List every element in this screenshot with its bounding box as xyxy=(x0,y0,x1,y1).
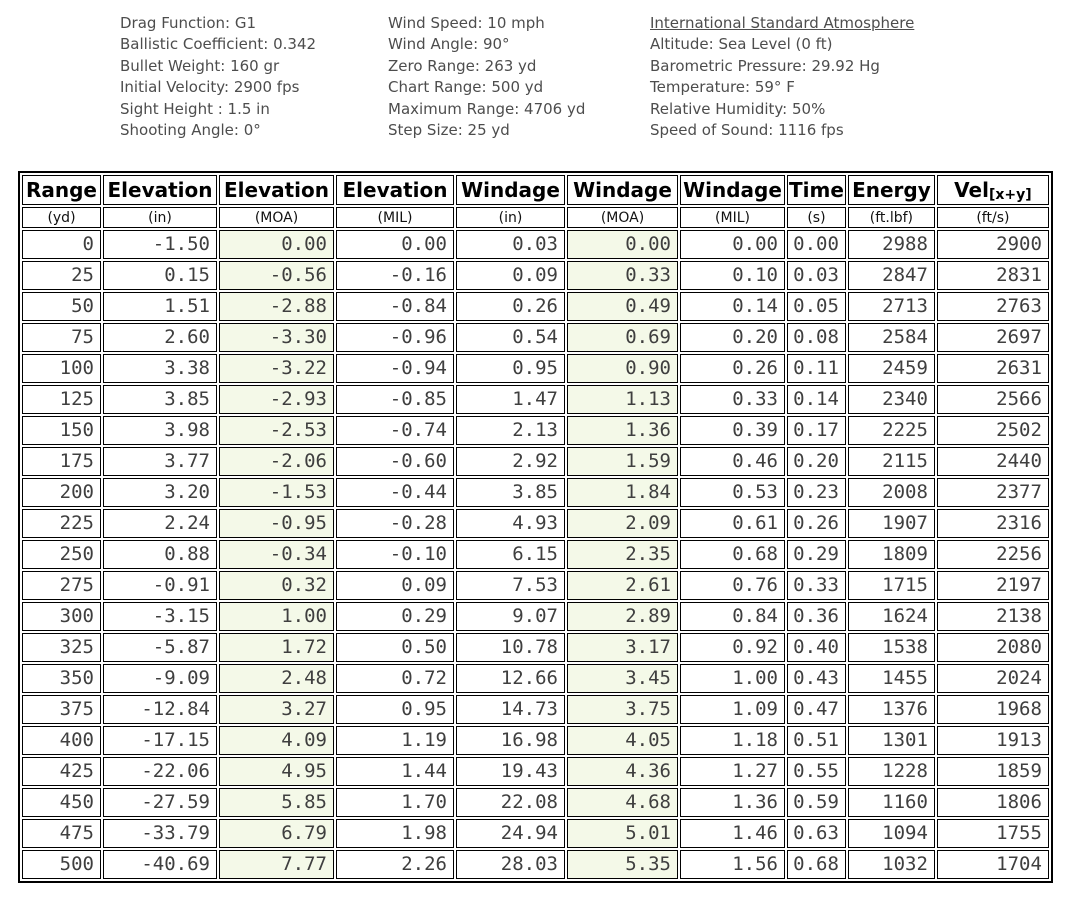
cell: 1032 xyxy=(848,850,935,879)
column-unit: (MOA) xyxy=(567,207,678,228)
cell: 0.20 xyxy=(787,447,846,476)
cell: 1704 xyxy=(937,850,1049,879)
table-row xyxy=(22,602,1049,631)
cell: -0.96 xyxy=(336,323,454,352)
cell: 2377 xyxy=(937,478,1049,507)
cell: 2566 xyxy=(937,385,1049,414)
cell: 225 xyxy=(22,509,101,538)
cell: 19.43 xyxy=(456,757,565,786)
column-header-subscript: [x+y] xyxy=(988,186,1032,203)
cell: 350 xyxy=(22,664,101,693)
cell: 0.29 xyxy=(787,540,846,569)
cell: 14.73 xyxy=(456,695,565,724)
cell: -22.06 xyxy=(103,757,217,786)
cell: 2631 xyxy=(937,354,1049,383)
cell: 0.69 xyxy=(567,323,678,352)
cell: 0.90 xyxy=(567,354,678,383)
cell: -0.84 xyxy=(336,292,454,321)
cell: 0.68 xyxy=(680,540,785,569)
cell: 1228 xyxy=(848,757,935,786)
cell: 0.23 xyxy=(787,478,846,507)
cell: 3.27 xyxy=(219,695,334,724)
cell: 1094 xyxy=(848,819,935,848)
info-line: Wind Angle: 90° xyxy=(388,35,510,54)
cell: 1.00 xyxy=(219,602,334,631)
cell: 125 xyxy=(22,385,101,414)
cell: 0.33 xyxy=(680,385,785,414)
cell: -3.22 xyxy=(219,354,334,383)
cell: -0.56 xyxy=(219,261,334,290)
cell: 150 xyxy=(22,416,101,445)
cell: 2713 xyxy=(848,292,935,321)
cell: 1.56 xyxy=(680,850,785,879)
cell: 2080 xyxy=(937,633,1049,662)
info-line: Drag Function: G1 xyxy=(120,14,256,32)
cell: 0.03 xyxy=(787,261,846,290)
cell: 0.11 xyxy=(787,354,846,383)
cell: 2.13 xyxy=(456,416,565,445)
cell: 4.93 xyxy=(456,509,565,538)
cell: 0.17 xyxy=(787,416,846,445)
column-header-windage-in: Windage xyxy=(456,175,565,205)
cell: 0.33 xyxy=(787,571,846,600)
info-line: Barometric Pressure: 29.92 Hg xyxy=(650,56,880,75)
cell: 1376 xyxy=(848,695,935,724)
column-unit: (in) xyxy=(456,207,565,228)
cell: 3.85 xyxy=(103,385,217,414)
cell: 3.17 xyxy=(567,633,678,662)
table-row xyxy=(22,695,1049,724)
table-row xyxy=(22,354,1049,383)
cell: -27.59 xyxy=(103,788,217,817)
atmosphere-model-title: International Standard Atmosphere xyxy=(650,14,915,32)
cell: 1624 xyxy=(848,602,935,631)
cell: 2.48 xyxy=(219,664,334,693)
cell: -40.69 xyxy=(103,850,217,879)
info-col-projectile xyxy=(120,13,388,141)
info-line: Step Size: 25 yd xyxy=(388,121,510,140)
cell: 9.07 xyxy=(456,602,565,631)
cell: 2225 xyxy=(848,416,935,445)
cell: 12.66 xyxy=(456,664,565,693)
cell: 0.09 xyxy=(456,261,565,290)
cell: 0.00 xyxy=(336,230,454,259)
cell: 0.14 xyxy=(680,292,785,321)
cell: 0.33 xyxy=(567,261,678,290)
cell: 3.45 xyxy=(567,664,678,693)
info-line: Altitude: Sea Level (0 ft) xyxy=(650,35,833,54)
cell: 0.88 xyxy=(103,540,217,569)
info-col-atmosphere xyxy=(650,13,914,141)
cell: 1.47 xyxy=(456,385,565,414)
cell: 175 xyxy=(22,447,101,476)
cell: 1859 xyxy=(937,757,1049,786)
cell: 4.05 xyxy=(567,726,678,755)
cell: 16.98 xyxy=(456,726,565,755)
cell: 0.15 xyxy=(103,261,217,290)
cell: 75 xyxy=(22,323,101,352)
cell: 0.08 xyxy=(787,323,846,352)
cell: 0.61 xyxy=(680,509,785,538)
column-header-range-yd: Range xyxy=(22,175,101,205)
cell: 5.85 xyxy=(219,788,334,817)
cell: 4.09 xyxy=(219,726,334,755)
cell: 400 xyxy=(22,726,101,755)
cell: 2.24 xyxy=(103,509,217,538)
cell: 3.85 xyxy=(456,478,565,507)
cell: 0.03 xyxy=(456,230,565,259)
column-header-energy-ftlbf: Energy xyxy=(848,175,935,205)
cell: 6.15 xyxy=(456,540,565,569)
cell: -1.53 xyxy=(219,478,334,507)
column-unit: (MIL) xyxy=(680,207,785,228)
cell: 2584 xyxy=(848,323,935,352)
cell: 28.03 xyxy=(456,850,565,879)
cell: 2900 xyxy=(937,230,1049,259)
cell: 275 xyxy=(22,571,101,600)
column-unit: (in) xyxy=(103,207,217,228)
cell: 450 xyxy=(22,788,101,817)
column-header-elevation-in: Elevation xyxy=(103,175,217,205)
cell: -1.50 xyxy=(103,230,217,259)
table-row xyxy=(22,385,1049,414)
cell: 100 xyxy=(22,354,101,383)
cell: 7.53 xyxy=(456,571,565,600)
cell: -0.34 xyxy=(219,540,334,569)
cell: 0.68 xyxy=(787,850,846,879)
cell: 4.36 xyxy=(567,757,678,786)
info-line: Wind Speed: 10 mph xyxy=(388,14,545,32)
cell: -0.74 xyxy=(336,416,454,445)
cell: 0 xyxy=(22,230,101,259)
cell: 2831 xyxy=(937,261,1049,290)
cell: -0.85 xyxy=(336,385,454,414)
cell: 0.00 xyxy=(787,230,846,259)
cell: 3.38 xyxy=(103,354,217,383)
cell: 0.76 xyxy=(680,571,785,600)
cell: 2763 xyxy=(937,292,1049,321)
cell: 0.59 xyxy=(787,788,846,817)
cell: 2.26 xyxy=(336,850,454,879)
column-unit: (MIL) xyxy=(336,207,454,228)
header-row-labels xyxy=(22,175,1049,205)
cell: 3.77 xyxy=(103,447,217,476)
cell: 5.01 xyxy=(567,819,678,848)
cell: 2.89 xyxy=(567,602,678,631)
cell: 300 xyxy=(22,602,101,631)
cell: -0.28 xyxy=(336,509,454,538)
cell: 1.18 xyxy=(680,726,785,755)
cell: 2256 xyxy=(937,540,1049,569)
cell: 3.98 xyxy=(103,416,217,445)
info-line: Bullet Weight: 160 gr xyxy=(120,56,280,75)
info-line: Zero Range: 263 yd xyxy=(388,56,537,75)
trajectory-table-head xyxy=(22,175,1049,228)
cell: 0.46 xyxy=(680,447,785,476)
cell: 0.26 xyxy=(456,292,565,321)
cell: -0.91 xyxy=(103,571,217,600)
cell: 0.92 xyxy=(680,633,785,662)
column-header-elevation-moa: Elevation xyxy=(219,175,334,205)
cell: 0.95 xyxy=(456,354,565,383)
cell: 1809 xyxy=(848,540,935,569)
table-row xyxy=(22,633,1049,662)
info-col-wind-and-range xyxy=(388,13,650,141)
cell: 200 xyxy=(22,478,101,507)
cell: -17.15 xyxy=(103,726,217,755)
cell: -0.94 xyxy=(336,354,454,383)
cell: -3.15 xyxy=(103,602,217,631)
cell: 2.60 xyxy=(103,323,217,352)
table-row xyxy=(22,664,1049,693)
cell: 475 xyxy=(22,819,101,848)
cell: 500 xyxy=(22,850,101,879)
cell: -2.53 xyxy=(219,416,334,445)
table-row xyxy=(22,726,1049,755)
cell: -9.09 xyxy=(103,664,217,693)
cell: 0.54 xyxy=(456,323,565,352)
cell: 3.20 xyxy=(103,478,217,507)
header-row-units xyxy=(22,207,1049,228)
cell: -0.95 xyxy=(219,509,334,538)
table-row xyxy=(22,230,1049,259)
table-row xyxy=(22,292,1049,321)
cell: 1160 xyxy=(848,788,935,817)
cell: 1755 xyxy=(937,819,1049,848)
cell: 0.49 xyxy=(567,292,678,321)
trajectory-table xyxy=(18,171,1053,883)
cell: 0.20 xyxy=(680,323,785,352)
cell: 0.14 xyxy=(787,385,846,414)
cell: 1.27 xyxy=(680,757,785,786)
cell: 2197 xyxy=(937,571,1049,600)
column-header-windage-mil: Windage xyxy=(680,175,785,205)
column-header-time-s: Time xyxy=(787,175,846,205)
cell: 10.78 xyxy=(456,633,565,662)
cell: 0.29 xyxy=(336,602,454,631)
table-row xyxy=(22,509,1049,538)
cell: 1301 xyxy=(848,726,935,755)
ballistics-output-page xyxy=(0,13,1083,883)
trajectory-table-body xyxy=(22,230,1049,879)
cell: 0.10 xyxy=(680,261,785,290)
cell: 1.70 xyxy=(336,788,454,817)
column-unit: (ft.lbf) xyxy=(848,207,935,228)
cell: 0.00 xyxy=(680,230,785,259)
cell: 1715 xyxy=(848,571,935,600)
cell: 1.09 xyxy=(680,695,785,724)
table-row xyxy=(22,416,1049,445)
info-line: Initial Velocity: 2900 fps xyxy=(120,78,300,97)
cell: 2697 xyxy=(937,323,1049,352)
cell: 2115 xyxy=(848,447,935,476)
cell: 2988 xyxy=(848,230,935,259)
cell: 250 xyxy=(22,540,101,569)
cell: 0.47 xyxy=(787,695,846,724)
cell: 2440 xyxy=(937,447,1049,476)
table-row xyxy=(22,323,1049,352)
cell: 0.26 xyxy=(680,354,785,383)
cell: 2847 xyxy=(848,261,935,290)
cell: -0.16 xyxy=(336,261,454,290)
info-line: Chart Range: 500 yd xyxy=(388,78,544,97)
cell: 1.36 xyxy=(680,788,785,817)
cell: 2008 xyxy=(848,478,935,507)
column-header-elevation-mil: Elevation xyxy=(336,175,454,205)
cell: -0.44 xyxy=(336,478,454,507)
table-row xyxy=(22,757,1049,786)
cell: 325 xyxy=(22,633,101,662)
cell: 1.36 xyxy=(567,416,678,445)
table-row xyxy=(22,478,1049,507)
cell: 1.84 xyxy=(567,478,678,507)
info-line: Maximum Range: 4706 yd xyxy=(388,99,586,118)
cell: 1.19 xyxy=(336,726,454,755)
cell: 375 xyxy=(22,695,101,724)
column-header-vel-fts: Vel[x+y] xyxy=(937,175,1049,205)
cell: 22.08 xyxy=(456,788,565,817)
cell: 2024 xyxy=(937,664,1049,693)
info-line: Shooting Angle: 0° xyxy=(120,121,261,140)
cell: 3.75 xyxy=(567,695,678,724)
cell: 2.92 xyxy=(456,447,565,476)
cell: 2316 xyxy=(937,509,1049,538)
cell: 425 xyxy=(22,757,101,786)
cell: 2502 xyxy=(937,416,1049,445)
cell: 0.43 xyxy=(787,664,846,693)
cell: 0.63 xyxy=(787,819,846,848)
cell: 1.13 xyxy=(567,385,678,414)
cell: 2340 xyxy=(848,385,935,414)
cell: 0.84 xyxy=(680,602,785,631)
cell: 2459 xyxy=(848,354,935,383)
cell: -2.88 xyxy=(219,292,334,321)
table-row xyxy=(22,447,1049,476)
cell: 0.55 xyxy=(787,757,846,786)
cell: 0.95 xyxy=(336,695,454,724)
cell: 0.26 xyxy=(787,509,846,538)
cell: 2.61 xyxy=(567,571,678,600)
cell: 0.39 xyxy=(680,416,785,445)
info-line: Temperature: 59° F xyxy=(650,78,795,97)
table-row xyxy=(22,261,1049,290)
table-row xyxy=(22,850,1049,879)
table-row xyxy=(22,540,1049,569)
cell: 0.40 xyxy=(787,633,846,662)
cell: 5.35 xyxy=(567,850,678,879)
cell: -33.79 xyxy=(103,819,217,848)
cell: 0.51 xyxy=(787,726,846,755)
cell: 50 xyxy=(22,292,101,321)
cell: 2.35 xyxy=(567,540,678,569)
column-header-windage-moa: Windage xyxy=(567,175,678,205)
cell: 4.95 xyxy=(219,757,334,786)
cell: 0.36 xyxy=(787,602,846,631)
cell: 1.46 xyxy=(680,819,785,848)
cell: 0.09 xyxy=(336,571,454,600)
cell: -5.87 xyxy=(103,633,217,662)
column-unit: (ft/s) xyxy=(937,207,1049,228)
table-row xyxy=(22,819,1049,848)
input-summary xyxy=(120,13,1083,141)
cell: 1913 xyxy=(937,726,1049,755)
cell: 0.00 xyxy=(219,230,334,259)
cell: -2.06 xyxy=(219,447,334,476)
cell: 1.98 xyxy=(336,819,454,848)
cell: 1.51 xyxy=(103,292,217,321)
column-unit: (s) xyxy=(787,207,846,228)
cell: 2138 xyxy=(937,602,1049,631)
cell: -2.93 xyxy=(219,385,334,414)
cell: 0.50 xyxy=(336,633,454,662)
cell: 25 xyxy=(22,261,101,290)
cell: -12.84 xyxy=(103,695,217,724)
cell: 0.32 xyxy=(219,571,334,600)
info-line: Sight Height : 1.5 in xyxy=(120,99,270,118)
cell: 1538 xyxy=(848,633,935,662)
cell: 0.53 xyxy=(680,478,785,507)
cell: 1968 xyxy=(937,695,1049,724)
cell: -0.10 xyxy=(336,540,454,569)
cell: 0.00 xyxy=(567,230,678,259)
table-row xyxy=(22,788,1049,817)
cell: 1.44 xyxy=(336,757,454,786)
info-line: Relative Humidity: 50% xyxy=(650,99,826,118)
cell: 1.59 xyxy=(567,447,678,476)
cell: 6.79 xyxy=(219,819,334,848)
table-row xyxy=(22,571,1049,600)
cell: 1.72 xyxy=(219,633,334,662)
cell: -0.60 xyxy=(336,447,454,476)
cell: 2.09 xyxy=(567,509,678,538)
cell: 1455 xyxy=(848,664,935,693)
info-line: Ballistic Coefficient: 0.342 xyxy=(120,35,317,54)
info-line: Speed of Sound: 1116 fps xyxy=(650,121,844,140)
cell: 0.72 xyxy=(336,664,454,693)
cell: 0.05 xyxy=(787,292,846,321)
cell: 1.00 xyxy=(680,664,785,693)
cell: 4.68 xyxy=(567,788,678,817)
column-unit: (MOA) xyxy=(219,207,334,228)
cell: 24.94 xyxy=(456,819,565,848)
cell: 7.77 xyxy=(219,850,334,879)
cell: 1907 xyxy=(848,509,935,538)
cell: 1806 xyxy=(937,788,1049,817)
column-unit: (yd) xyxy=(22,207,101,228)
cell: -3.30 xyxy=(219,323,334,352)
